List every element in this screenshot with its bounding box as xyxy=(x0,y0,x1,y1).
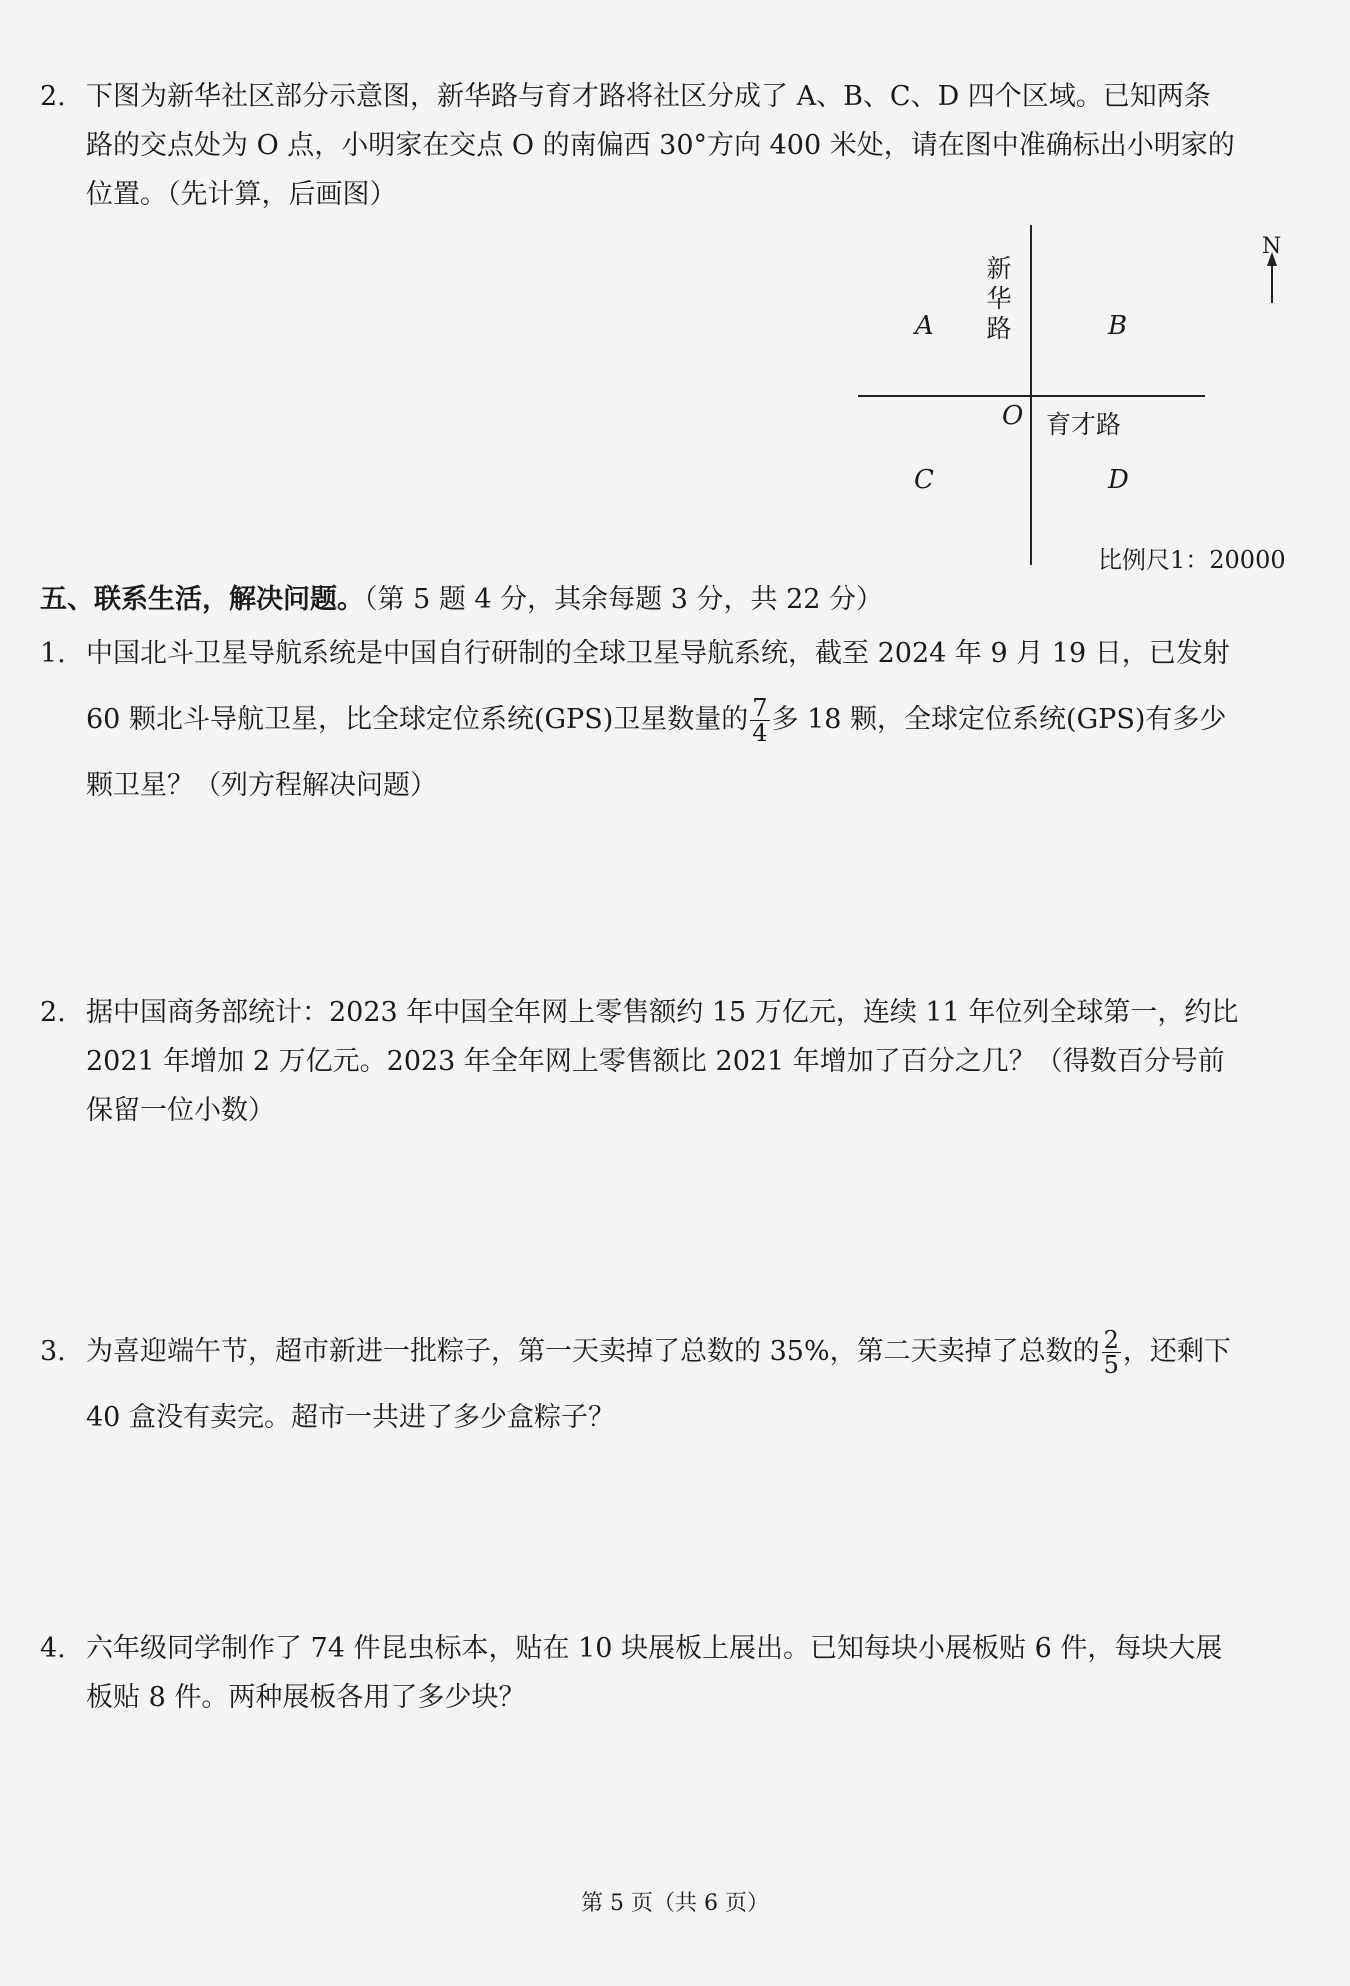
question-3 xyxy=(40,1319,1310,1451)
fraction-two-fifths: $\frac{2}{5}$ xyxy=(1103,1326,1119,1379)
section-note: （第 5 题 4 分，其余每题 3 分，共 22 分） xyxy=(364,584,884,615)
origin-o-label: O xyxy=(1002,401,1024,431)
section-title: 五、联系生活，解决问题。 xyxy=(40,584,364,615)
question-text-line: 40 盒没有卖完。超市一共进了多少盒粽子？ xyxy=(86,1402,615,1433)
region-b-label: B xyxy=(1108,311,1128,341)
map-scale: 比例尺1：20000 xyxy=(1098,546,1286,574)
map-lines xyxy=(0,0,1350,600)
question-4 xyxy=(40,1624,1310,1722)
community-map xyxy=(0,0,1350,600)
question-text-line: 路的交点处为 O 点，小明家在交点 O 的南偏西 30°方向 400 米处，请在图中准确标出小明家的 xyxy=(86,130,1235,161)
question-2 xyxy=(40,988,1310,1135)
section-heading xyxy=(40,580,1320,620)
question-text-line: 颗卫星？（列方程解决问题） xyxy=(86,770,437,801)
question-text-line: 2021 年增加 2 万亿元。2023 年全年网上零售额比 2021 年增加了百分之几？（得数百分号前 xyxy=(86,1046,1225,1077)
question-text-line: 据中国商务部统计：2023 年中国全年网上零售额约 15 万亿元，连续 11 年位列全球第一，约比 xyxy=(86,997,1239,1028)
question-text-line: 六年级同学制作了 74 件昆虫标本，贴在 10 块展板上展出。已知每块小展板贴 6 件，每块大展 xyxy=(86,1633,1223,1664)
question-number: 2. xyxy=(40,81,66,112)
question-1 xyxy=(40,621,1310,819)
region-a-label: A xyxy=(915,311,934,341)
yucai-road-label: 育才路 xyxy=(1046,410,1122,439)
region-c-label: C xyxy=(914,465,934,495)
fraction-seven-fourths: $\frac{7}{4}$ xyxy=(752,694,768,747)
xinhua-road-label: 新 华 路 xyxy=(986,254,1012,343)
question-text-line: 位置。（先计算，后画图） xyxy=(86,179,397,210)
question-number: 1. xyxy=(40,638,66,669)
question-text-line: 下图为新华社区部分示意图，新华路与育才路将社区分成了 A、B、C、D 四个区域。已知两条 xyxy=(86,81,1211,112)
north-label: N xyxy=(1262,234,1282,259)
question-text-line: 中国北斗卫星导航系统是中国自行研制的全球卫星导航系统，截至 2024 年 9 月 19 日，已发射 xyxy=(86,638,1230,669)
question-number: 2. xyxy=(40,997,66,1028)
question-text-line: 保留一位小数） xyxy=(86,1095,275,1126)
question-text-line: 板贴 8 件。两种展板各用了多少块？ xyxy=(86,1682,526,1713)
question-text-line: 60 颗北斗导航卫星，比全球定位系统(GPS)卫星数量的 $\frac{7}{4}$ 多 18 颗，全球定位系统(GPS)有多少 xyxy=(86,694,1227,747)
region-d-label: D xyxy=(1108,465,1129,495)
page-footer: 第 5 页（共 6 页） xyxy=(581,1891,769,1916)
question-number: 4. xyxy=(40,1633,66,1664)
question-number: 3. xyxy=(40,1336,66,1367)
question-text-line: 为喜迎端午节，超市新进一批粽子，第一天卖掉了总数的 35%，第二天卖掉了总数的 $\frac{2}{5}$ ，还剩下 xyxy=(86,1326,1231,1379)
